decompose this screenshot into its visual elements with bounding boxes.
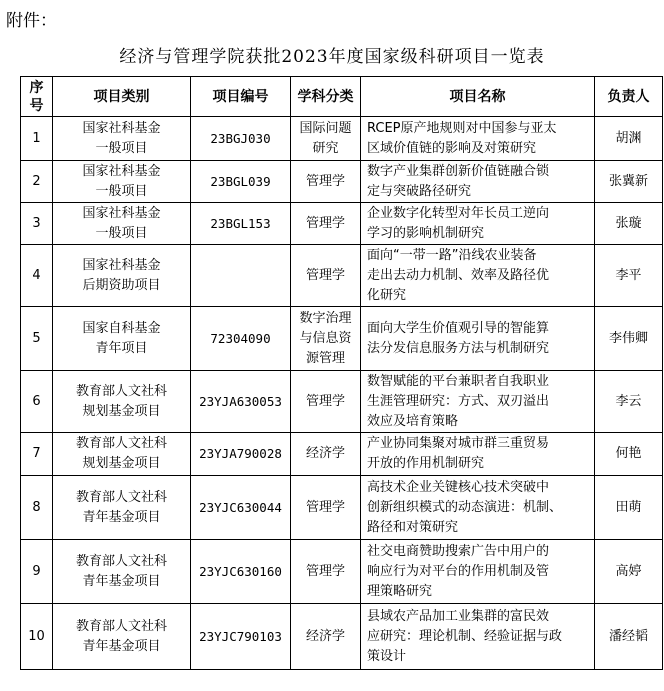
row-discipline: 管理学 (291, 540, 361, 604)
row-project-name: 面向大学生价值观引导的智能算 法分发信息服务方法与机制研究 (361, 307, 595, 371)
row-project-name: 高技术企业关键核心技术突破中 创新组织模式的动态演进：机制、 路径和对策研究 (361, 476, 595, 540)
row-leader: 潘经韬 (595, 604, 663, 670)
header-row (21, 77, 663, 117)
row-category: 国家社科基金 一般项目 (53, 117, 191, 161)
table-row (21, 307, 663, 371)
row-project-name: 数字产业集群创新价值链融合锁 定与突破路径研究 (361, 161, 595, 203)
table-row (21, 117, 663, 161)
row-index: 4 (21, 245, 53, 307)
row-category: 国家社科基金 一般项目 (53, 203, 191, 245)
header-project-name: 项目名称 (361, 77, 595, 117)
row-category: 教育部人文社科 青年基金项目 (53, 540, 191, 604)
row-project-name: 县域农产品加工业集群的富民效 应研究：理论机制、经验证据与政 策设计 (361, 604, 595, 670)
row-discipline: 数字治理 与信息资 源管理 (291, 307, 361, 371)
table-row (21, 203, 663, 245)
row-leader: 田萌 (595, 476, 663, 540)
row-code: 23YJC790103 (191, 604, 291, 670)
row-code: 23BGL153 (191, 203, 291, 245)
table-row (21, 604, 663, 670)
header-code: 项目编号 (191, 77, 291, 117)
row-index: 8 (21, 476, 53, 540)
row-discipline: 管理学 (291, 476, 361, 540)
row-index: 1 (21, 117, 53, 161)
row-index: 5 (21, 307, 53, 371)
row-category: 教育部人文社科 规划基金项目 (53, 433, 191, 476)
header-category: 项目类别 (53, 77, 191, 117)
row-category: 国家社科基金 一般项目 (53, 161, 191, 203)
row-leader: 李平 (595, 245, 663, 307)
project-table (20, 76, 663, 670)
row-leader: 胡渊 (595, 117, 663, 161)
row-index: 9 (21, 540, 53, 604)
row-leader: 张冀新 (595, 161, 663, 203)
attachment-label: 附件： (6, 11, 57, 31)
row-code: 23YJC630160 (191, 540, 291, 604)
row-discipline: 管理学 (291, 371, 361, 433)
header-index: 序 号 (21, 77, 53, 117)
header-leader: 负责人 (595, 77, 663, 117)
row-index: 6 (21, 371, 53, 433)
row-category: 教育部人文社科 青年基金项目 (53, 604, 191, 670)
row-discipline: 经济学 (291, 604, 361, 670)
row-project-name: 数智赋能的平台兼职者自我职业 生涯管理研究：方式、双刃溢出 效应及培育策略 (361, 371, 595, 433)
row-code: 72304090 (191, 307, 291, 371)
table-row (21, 245, 663, 307)
row-project-name: 产业协同集聚对城市群三重贸易 开放的作用机制研究 (361, 433, 595, 476)
row-category: 教育部人文社科 规划基金项目 (53, 371, 191, 433)
table-row (21, 433, 663, 476)
row-leader: 何艳 (595, 433, 663, 476)
row-project-name: 面向“一带一路”沿线农业装备 走出去动力机制、效率及路径优 化研究 (361, 245, 595, 307)
row-index: 7 (21, 433, 53, 476)
row-leader: 李云 (595, 371, 663, 433)
row-category: 国家社科基金 后期资助项目 (53, 245, 191, 307)
row-code: 23YJC630044 (191, 476, 291, 540)
row-category: 国家自科基金 青年项目 (53, 307, 191, 371)
row-project-name: 社交电商赞助搜索广告中用户的 响应行为对平台的作用机制及管 理策略研究 (361, 540, 595, 604)
table-row (21, 371, 663, 433)
row-discipline: 管理学 (291, 161, 361, 203)
table-row (21, 476, 663, 540)
row-discipline: 经济学 (291, 433, 361, 476)
row-index: 10 (21, 604, 53, 670)
row-code: 23BGL039 (191, 161, 291, 203)
row-discipline: 国际问题 研究 (291, 117, 361, 161)
row-code: 23YJA790028 (191, 433, 291, 476)
row-project-name: 企业数字化转型对年长员工逆向 学习的影响机制研究 (361, 203, 595, 245)
row-code: 23BGJ030 (191, 117, 291, 161)
table-row (21, 540, 663, 604)
document-title: 经济与管理学院获批2023年度国家级科研项目一览表 (119, 47, 545, 67)
row-leader: 张璇 (595, 203, 663, 245)
row-leader: 高婷 (595, 540, 663, 604)
row-code: 23YJA630053 (191, 371, 291, 433)
row-leader: 李伟卿 (595, 307, 663, 371)
row-category: 教育部人文社科 青年基金项目 (53, 476, 191, 540)
row-discipline: 管理学 (291, 245, 361, 307)
row-code (191, 245, 291, 307)
row-index: 3 (21, 203, 53, 245)
table-row (21, 161, 663, 203)
row-project-name: RCEP原产地规则对中国参与亚太 区域价值链的影响及对策研究 (361, 117, 595, 161)
row-index: 2 (21, 161, 53, 203)
header-discipline: 学科分类 (291, 77, 361, 117)
row-discipline: 管理学 (291, 203, 361, 245)
